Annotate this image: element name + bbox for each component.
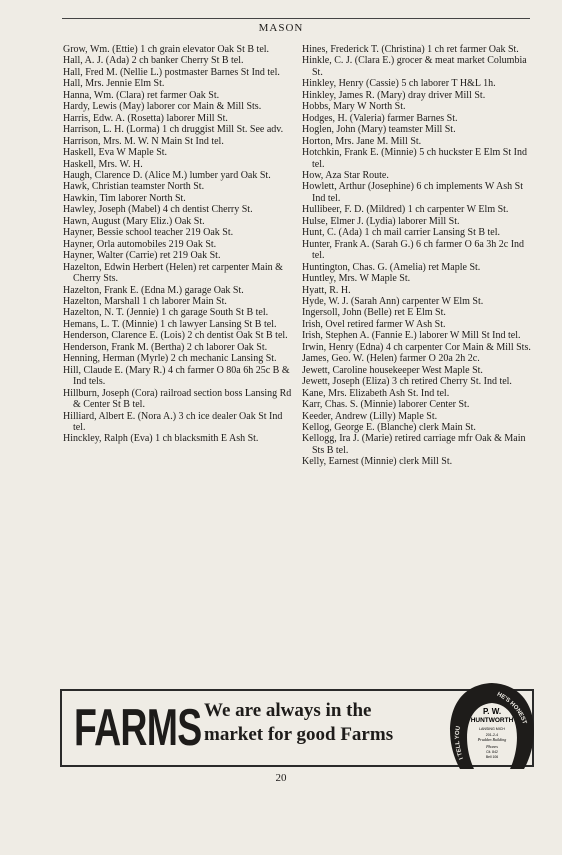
ad-tagline — [204, 699, 424, 747]
horseshoe-logo — [446, 679, 538, 775]
directory-entry: Hill, Claude E. (Mary R.) 4 ch farmer O 80a 6h 25c B & Ind tels. — [63, 364, 290, 388]
directory-entry: Huntington, Chas. G. (Amelia) ret Maple St. — [302, 261, 481, 273]
directory-entry: Hodges, H. (Valeria) farmer Barnes St. — [302, 112, 458, 124]
directory-entry: Hazelton, Marshall 1 ch laborer Main St. — [63, 295, 227, 307]
farms-advertisement — [60, 689, 534, 767]
directory-entry: Hemans, L. T. (Minnie) 1 ch lawyer Lansing St B tel. — [63, 318, 277, 330]
directory-entry: Kellogg, Ira J. (Marie) retired carriage mfr Oak & Main Sts B tel. — [302, 433, 526, 456]
directory-entry: Harrison, Mrs. M. W. N Main St Ind tel. — [63, 135, 224, 147]
directory-entry: Kelly, Earnest (Minnie) clerk Mill St. — [302, 456, 453, 468]
directory-entry: Henning, Herman (Myrle) 2 ch mechanic Lansing St. — [63, 353, 277, 365]
directory-entry: Hyatt, R. H. — [302, 284, 351, 296]
directory-entry: Kellog, George E. (Blanche) clerk Main St. — [302, 421, 476, 433]
directory-entry: Henderson, Frank M. (Bertha) 2 ch laborer Oak St. — [63, 341, 268, 353]
directory-entry: Irish, Stephen A. (Fannie E.) laborer W Mill St Ind tel. — [302, 330, 521, 342]
directory-entry: Irwin, Henry (Edna) 4 ch carpenter Cor Main & Mill Sts. — [302, 341, 531, 353]
directory-entry: Haskell, Eva W Maple St. — [63, 147, 168, 159]
running-head: MASON — [258, 22, 304, 34]
directory-entry: Keeder, Andrew (Lilly) Maple St. — [302, 410, 438, 422]
directory-entry: Hulse, Elmer J. (Lydia) laborer Mill St. — [302, 215, 460, 227]
directory-entry: How, Aza Star Route. — [302, 169, 389, 181]
directory-entry: Jewett, Caroline housekeeper West Maple St. — [302, 364, 483, 376]
directory-entry: Hobbs, Mary W North St. — [302, 101, 406, 113]
directory-entry: Hillburn, Joseph (Cora) railroad section boss Lansing Rd & Center St B tel. — [63, 387, 292, 411]
left-column — [63, 44, 292, 682]
directory-entry: Hayner, Walter (Carrie) ret 219 Oak St. — [63, 250, 221, 262]
directory-entry: Ingersoll, John (Belle) ret E Elm St. — [302, 307, 446, 319]
horseshoe-right-text: HE'S HONEST — [495, 691, 528, 726]
directory-entry: Hinkley, Henry (Cassie) 5 ch laborer T H&L 1h. — [302, 78, 496, 90]
directory-entry: Henderson, Clarence E. (Lois) 2 ch dentist Oak St B tel. — [63, 330, 288, 342]
directory-entry: Hyde, W. J. (Sarah Ann) carpenter W Elm St. — [302, 295, 484, 307]
horseshoe-left-text: I TELL YOU — [454, 725, 466, 760]
directory-entry: Hotchkin, Frank E. (Minnie) 5 ch huckster E Elm St Ind tel. — [302, 147, 527, 170]
directory-entry: Harris, Edw. A. (Rosetta) laborer Mill St. — [63, 112, 228, 124]
directory-entry: Hall, A. J. (Ada) 2 ch banker Cherry St B tel. — [63, 55, 244, 67]
directory-entry: Hines, Frederick T. (Christina) 1 ch ret farmer Oak St. — [302, 44, 519, 55]
directory-entry: Harrison, L. H. (Lorma) 1 ch druggist Mill St. See adv. — [63, 124, 284, 136]
right-column — [302, 44, 531, 682]
directory-entry: Hawkin, Tim laborer North St. — [63, 192, 186, 204]
directory-entry: Hoglen, John (Mary) teamster Mill St. — [302, 124, 456, 136]
directory-entry: Hazelton, N. T. (Jennie) 1 ch garage South St B tel. — [63, 307, 269, 319]
company-initials: P. W. — [482, 707, 502, 716]
directory-entry: Hunter, Frank A. (Sarah G.) 6 ch farmer O 6a 3h 2c Ind tel. — [302, 238, 525, 262]
directory-columns — [63, 44, 531, 682]
directory-entry: Grow, Wm. (Ettie) 1 ch grain elevator Oak St B tel. — [63, 44, 270, 55]
directory-entry: Haskell, Mrs. W. H. — [63, 158, 143, 170]
directory-entry: Hullibeer, F. D. (Mildred) 1 ch carpenter W Elm St. — [302, 204, 509, 216]
phones-label: Phones — [486, 744, 498, 749]
ad-headline: FARMS — [74, 699, 202, 757]
directory-entry: Hazelton, Frank E. (Edna M.) garage Oak St. — [63, 284, 244, 296]
directory-entry: Hawk, Christian teamster North St. — [63, 181, 205, 193]
directory-entry: Karr, Chas. S. (Minnie) laborer Center St. — [302, 399, 470, 411]
directory-entry: Hawley, Joseph (Mabel) 4 ch dentist Cherry St. — [63, 204, 253, 216]
directory-entry: Hardy, Lewis (May) laborer cor Main & Mill Sts. — [63, 101, 262, 113]
directory-entry: Hawn, August (Mary Eliz.) Oak St. — [63, 215, 205, 227]
directory-entry: Hinkle, C. J. (Clara E.) grocer & meat market Columbia St. — [302, 55, 527, 78]
directory-entry: Haugh, Clarence D. (Alice M.) lumber yard Oak St. — [63, 169, 271, 181]
directory-entry: Hinkley, James R. (Mary) dray driver Mill St. — [302, 89, 486, 101]
directory-entry: Kane, Mrs. Elizabeth Ash St. Ind tel. — [302, 387, 450, 399]
company-name: HUNTWORTH — [470, 717, 514, 724]
page-number: 20 — [275, 772, 287, 784]
directory-entry: Horton, Mrs. Jane M. Mill St. — [302, 135, 422, 147]
directory-entry: Huntley, Mrs. W Maple St. — [302, 273, 411, 285]
directory-entry: Hanna, Wm. (Clara) ret farmer Oak St. — [63, 89, 220, 101]
directory-entry: Hunt, C. (Ada) 1 ch mail carrier Lansing St B tel. — [302, 227, 501, 239]
directory-entry: Hayner, Bessie school teacher 219 Oak St. — [63, 227, 234, 239]
directory-entry: Hinckley, Ralph (Eva) 1 ch blacksmith E Ash St. — [63, 433, 259, 445]
phone-line1: Cit. 842 — [486, 750, 498, 754]
directory-entry: Hall, Fred M. (Nellie L.) postmaster Barnes St Ind tel. — [63, 66, 280, 78]
directory-entry: Hayner, Orla automobiles 219 Oak St. — [63, 238, 217, 250]
directory-entry: Hall, Mrs. Jennie Elm St. — [63, 78, 165, 90]
ad-tagline-line2: market for good Farms — [204, 724, 394, 745]
directory-entry: Jewett, Joseph (Eliza) 3 ch retired Cherry St. Ind tel. — [302, 376, 512, 388]
phone-line2: Bell 106 — [485, 755, 499, 759]
directory-entry: Irish, Ovel retired farmer W Ash St. — [302, 318, 446, 330]
company-address-line2: Prudden Building — [477, 737, 507, 742]
directory-entry: Hazelton, Edwin Herbert (Helen) ret carpenter Main & Cherry Sts. — [63, 261, 283, 285]
directory-entry: Hilliard, Albert E. (Nora A.) 3 ch ice dealer Oak St Ind tel. — [63, 410, 283, 433]
header-rule — [62, 18, 530, 19]
ad-tagline-line1: We are always in the — [204, 700, 372, 721]
directory-entry: Howlett, Arthur (Josephine) 6 ch implements W Ash St Ind tel. — [302, 181, 524, 204]
directory-entry: James, Geo. W. (Helen) farmer O 20a 2h 2c. — [302, 353, 480, 365]
company-location: LANSING MICH — [479, 727, 505, 731]
company-address-line1: 201-2-4 — [485, 733, 499, 737]
